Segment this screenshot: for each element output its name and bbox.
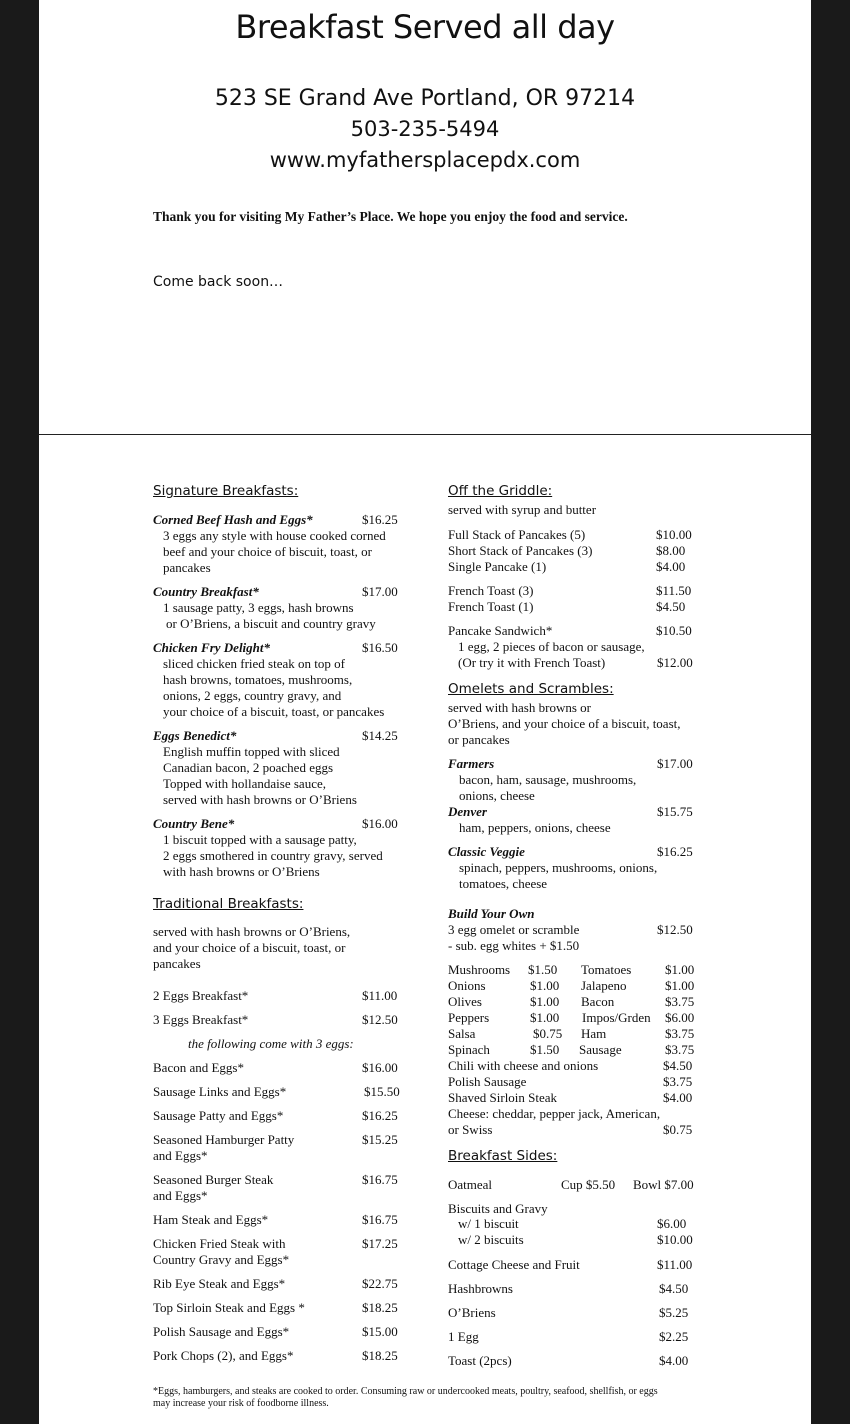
menu-item-desc: 3 egg omelet or scramble bbox=[448, 922, 580, 937]
addon-price: $4.50 bbox=[663, 1058, 693, 1073]
menu-item-name: Ham Steak and Eggs* bbox=[153, 1212, 269, 1227]
addon-name: Bacon bbox=[581, 994, 615, 1009]
menu-item-desc: English muffin topped with sliced bbox=[163, 744, 340, 759]
menu-item-price: $14.25 bbox=[362, 728, 398, 743]
menu-item-price: $12.50 bbox=[362, 1012, 398, 1027]
menu-item-desc: pancakes bbox=[163, 560, 211, 575]
menu-item-desc: onions, cheese bbox=[459, 788, 535, 803]
menu-item-desc: beef and your choice of biscuit, toast, or bbox=[163, 544, 373, 559]
menu-item-price: $4.50 bbox=[656, 599, 686, 614]
addon-price: $3.75 bbox=[663, 1074, 693, 1089]
phone: 503-235-5494 bbox=[350, 117, 500, 141]
menu-item-name: Pancake Sandwich* bbox=[448, 623, 553, 638]
menu-item-price: $15.00 bbox=[362, 1324, 398, 1339]
menu-item-name: Hashbrowns bbox=[448, 1281, 513, 1296]
signature-heading: Signature Breakfasts: bbox=[153, 483, 299, 499]
menu-item-name: Corned Beef Hash and Eggs* bbox=[153, 512, 313, 527]
menu-item-price: $17.25 bbox=[362, 1236, 398, 1251]
cheese-options: or Swiss bbox=[448, 1122, 493, 1137]
addon-name: Mushrooms bbox=[448, 962, 511, 977]
traditional-heading: Traditional Breakfasts: bbox=[153, 896, 304, 912]
section-intro: O’Briens, and your choice of a biscuit, toast, bbox=[448, 716, 681, 731]
menu-item-price: $15.25 bbox=[362, 1132, 398, 1147]
addon-name: Ham bbox=[581, 1026, 607, 1041]
fold-divider bbox=[39, 434, 811, 435]
addon-price: $1.00 bbox=[530, 1010, 560, 1025]
menu-item-price: $2.25 bbox=[659, 1329, 689, 1344]
menu-item-price: $16.00 bbox=[362, 816, 398, 831]
menu-item-name: 2 Eggs Breakfast* bbox=[153, 988, 249, 1003]
menu-item-desc: Topped with hollandaise sauce, bbox=[163, 776, 326, 791]
menu-item-desc: with hash browns or O’Briens bbox=[163, 864, 320, 879]
menu-item-desc: or O’Briens, a biscuit and country gravy bbox=[166, 616, 376, 631]
menu-item-name: Country Bene* bbox=[153, 816, 235, 831]
menu-item-name: French Toast (3) bbox=[448, 583, 534, 598]
addon-name: Sausage bbox=[579, 1042, 622, 1057]
addon-name: Chili with cheese and onions bbox=[448, 1058, 599, 1073]
menu-item-price: $17.00 bbox=[362, 584, 398, 599]
menu-item-name: Build Your Own bbox=[448, 906, 535, 921]
addon-name: Spinach bbox=[448, 1042, 490, 1057]
menu-item-name: Classic Veggie bbox=[448, 844, 525, 859]
menu-item-name: Biscuits and Gravy bbox=[448, 1201, 548, 1216]
menu-item-price: $11.00 bbox=[657, 1257, 693, 1272]
menu-item-price: $10.00 bbox=[657, 1232, 693, 1247]
addon-name: Tomatoes bbox=[581, 962, 632, 977]
menu-item-name: French Toast (1) bbox=[448, 599, 534, 614]
menu-item-price: $12.00 bbox=[657, 655, 693, 670]
menu-item-price: $8.00 bbox=[656, 543, 686, 558]
footnote-line: *Eggs, hamburgers, and steaks are cooked to order. Consuming raw or undercooked meats, poultry, seafood, shellfish, or eggs bbox=[153, 1386, 658, 1397]
addon-price: $3.75 bbox=[665, 1026, 695, 1041]
menu-item-name: Short Stack of Pancakes (3) bbox=[448, 543, 593, 558]
addon-name: Jalapeno bbox=[581, 978, 627, 993]
section-intro: served with syrup and butter bbox=[448, 502, 597, 517]
menu-item-desc: (Or try it with French Toast) bbox=[458, 655, 606, 670]
menu-item-desc: 1 biscuit topped with a sausage patty, bbox=[163, 832, 357, 847]
addon-price: $1.00 bbox=[665, 962, 695, 977]
menu-item-name: and Eggs* bbox=[153, 1148, 208, 1163]
addon-name: Olives bbox=[448, 994, 482, 1009]
menu-item-name: Sausage Links and Eggs* bbox=[153, 1084, 287, 1099]
menu-item-desc: Canadian bacon, 2 poached eggs bbox=[163, 760, 334, 775]
addon-price: $1.50 bbox=[528, 962, 558, 977]
menu-item-price: $6.00 bbox=[657, 1216, 687, 1231]
menu-item-price: $18.25 bbox=[362, 1300, 398, 1315]
menu-item-name: O’Briens bbox=[448, 1305, 496, 1320]
section-note: the following come with 3 eggs: bbox=[188, 1036, 354, 1051]
menu-item-price: $5.25 bbox=[659, 1305, 689, 1320]
address: 523 SE Grand Ave Portland, OR 97214 bbox=[214, 86, 636, 111]
menu-item-price: $16.50 bbox=[362, 640, 398, 655]
menu-item-desc: 2 eggs smothered in country gravy, served bbox=[163, 848, 383, 863]
menu-item-price: $10.50 bbox=[656, 623, 692, 638]
menu-item-desc: onions, 2 eggs, country gravy, and bbox=[163, 688, 342, 703]
menu-item-price: $22.75 bbox=[362, 1276, 398, 1291]
menu-item-price: $16.75 bbox=[362, 1172, 398, 1187]
section-intro: served with hash browns or O’Briens, bbox=[153, 924, 351, 939]
cheese-options: Cheese: cheddar, pepper jack, American, bbox=[448, 1106, 661, 1121]
menu-item-name: Denver bbox=[448, 804, 487, 819]
menu-item-desc: your choice of a biscuit, toast, or pancakes bbox=[163, 704, 385, 719]
menu-item-price: $17.00 bbox=[657, 756, 693, 771]
addon-name: Salsa bbox=[448, 1026, 476, 1041]
section-intro: and your choice of a biscuit, toast, or bbox=[153, 940, 346, 955]
menu-item-desc: bacon, ham, sausage, mushrooms, bbox=[459, 772, 637, 787]
addon-price: $0.75 bbox=[533, 1026, 563, 1041]
menu-item-name: Country Breakfast* bbox=[153, 584, 259, 599]
addon-price: $6.00 bbox=[665, 1010, 695, 1025]
menu-item-name: Seasoned Burger Steak bbox=[153, 1172, 274, 1187]
addon-price: $0.75 bbox=[663, 1122, 693, 1137]
menu-item-desc: 3 eggs any style with house cooked corned bbox=[163, 528, 386, 543]
section-intro: or pancakes bbox=[448, 732, 510, 747]
menu-item-price: $16.25 bbox=[362, 512, 398, 527]
addon-price: $1.00 bbox=[530, 994, 560, 1009]
menu-item-price: $16.75 bbox=[362, 1212, 398, 1227]
menu-item-price: $4.00 bbox=[659, 1353, 689, 1368]
griddle-heading: Off the Griddle: bbox=[448, 483, 553, 499]
addon-name: Peppers bbox=[448, 1010, 490, 1025]
come-back-text: Come back soon… bbox=[153, 274, 284, 290]
omelets-heading: Omelets and Scrambles: bbox=[448, 681, 614, 697]
menu-item-price: $16.25 bbox=[657, 844, 693, 859]
menu-item-price: $10.00 bbox=[656, 527, 692, 542]
menu-item-name: Full Stack of Pancakes (5) bbox=[448, 527, 586, 542]
menu-item-name: Polish Sausage and Eggs* bbox=[153, 1324, 290, 1339]
footnote-line: may increase your risk of foodborne illness. bbox=[153, 1398, 329, 1409]
menu-item-price: Cup $5.50 bbox=[561, 1177, 616, 1192]
addon-name: Onions bbox=[448, 978, 486, 993]
menu-item-desc: served with hash browns or O’Briens bbox=[163, 792, 357, 807]
menu-item-desc: tomatoes, cheese bbox=[459, 876, 548, 891]
section-intro: pancakes bbox=[153, 956, 201, 971]
section-intro: served with hash browns or bbox=[448, 700, 591, 715]
menu-item-price: $11.50 bbox=[656, 583, 692, 598]
menu-item-desc: - sub. egg whites + $1.50 bbox=[448, 938, 580, 953]
sides-heading: Breakfast Sides: bbox=[448, 1148, 558, 1164]
menu-item-price: $4.00 bbox=[656, 559, 686, 574]
menu-item-price: $15.50 bbox=[364, 1084, 400, 1099]
menu-item-desc: 1 egg, 2 pieces of bacon or sausage, bbox=[458, 639, 645, 654]
menu-item-name: and Eggs* bbox=[153, 1188, 208, 1203]
menu-item-price: $11.00 bbox=[362, 988, 398, 1003]
menu-item-name: Farmers bbox=[448, 756, 495, 771]
menu-item-name: Top Sirloin Steak and Eggs * bbox=[153, 1300, 305, 1315]
menu-item-price: Bowl $7.00 bbox=[633, 1177, 694, 1192]
menu-item-name: Toast (2pcs) bbox=[448, 1353, 512, 1368]
menu-item-desc: sliced chicken fried steak on top of bbox=[163, 656, 345, 671]
menu-item-price: $16.00 bbox=[362, 1060, 398, 1075]
menu-item-desc: w/ 1 biscuit bbox=[458, 1216, 519, 1231]
menu-item-name: Oatmeal bbox=[448, 1177, 493, 1192]
menu-item-name: Seasoned Hamburger Patty bbox=[153, 1132, 295, 1147]
addon-name: Shaved Sirloin Steak bbox=[448, 1090, 558, 1105]
menu-item-desc: hash browns, tomatoes, mushrooms, bbox=[163, 672, 353, 687]
menu-item-desc: spinach, peppers, mushrooms, onions, bbox=[459, 860, 658, 875]
menu-item-name: 3 Eggs Breakfast* bbox=[153, 1012, 249, 1027]
menu-item-name: Bacon and Eggs* bbox=[153, 1060, 244, 1075]
menu-item-name: Eggs Benedict* bbox=[153, 728, 237, 743]
addon-price: $1.50 bbox=[530, 1042, 560, 1057]
menu-item-desc: w/ 2 biscuits bbox=[458, 1232, 524, 1247]
menu-item-name: Sausage Patty and Eggs* bbox=[153, 1108, 284, 1123]
addon-price: $3.75 bbox=[665, 994, 695, 1009]
addon-name: Polish Sausage bbox=[448, 1074, 527, 1089]
menu-item-name: Cottage Cheese and Fruit bbox=[448, 1257, 580, 1272]
addon-price: $1.00 bbox=[665, 978, 695, 993]
menu-item-name: Rib Eye Steak and Eggs* bbox=[153, 1276, 286, 1291]
menu-item-name: Chicken Fry Delight* bbox=[153, 640, 271, 655]
menu-item-name: Single Pancake (1) bbox=[448, 559, 547, 574]
addon-price: $1.00 bbox=[530, 978, 560, 993]
menu-item-name: Chicken Fried Steak with bbox=[153, 1236, 286, 1251]
addon-name: Impos/Grden bbox=[582, 1010, 651, 1025]
page-title: Breakfast Served all day bbox=[235, 8, 615, 46]
menu-item-price: $15.75 bbox=[657, 804, 693, 819]
menu-item-name: 1 Egg bbox=[448, 1329, 479, 1344]
menu-item-desc: ham, peppers, onions, cheese bbox=[459, 820, 611, 835]
menu-item-price: $16.25 bbox=[362, 1108, 398, 1123]
menu-item-price: $12.50 bbox=[657, 922, 693, 937]
addon-price: $4.00 bbox=[663, 1090, 693, 1105]
menu-item-desc: 1 sausage patty, 3 eggs, hash browns bbox=[163, 600, 354, 615]
addon-price: $3.75 bbox=[665, 1042, 695, 1057]
website-link[interactable]: www.myfathersplacepdx.com bbox=[269, 148, 581, 172]
menu-item-name: Country Gravy and Eggs* bbox=[153, 1252, 290, 1267]
menu-item-name: Pork Chops (2), and Eggs* bbox=[153, 1348, 294, 1363]
menu-item-price: $4.50 bbox=[659, 1281, 689, 1296]
menu-item-price: $18.25 bbox=[362, 1348, 398, 1363]
thank-you-text: Thank you for visiting My Father’s Place. We hope you enjoy the food and service. bbox=[153, 209, 628, 224]
footnote bbox=[153, 1386, 713, 1410]
